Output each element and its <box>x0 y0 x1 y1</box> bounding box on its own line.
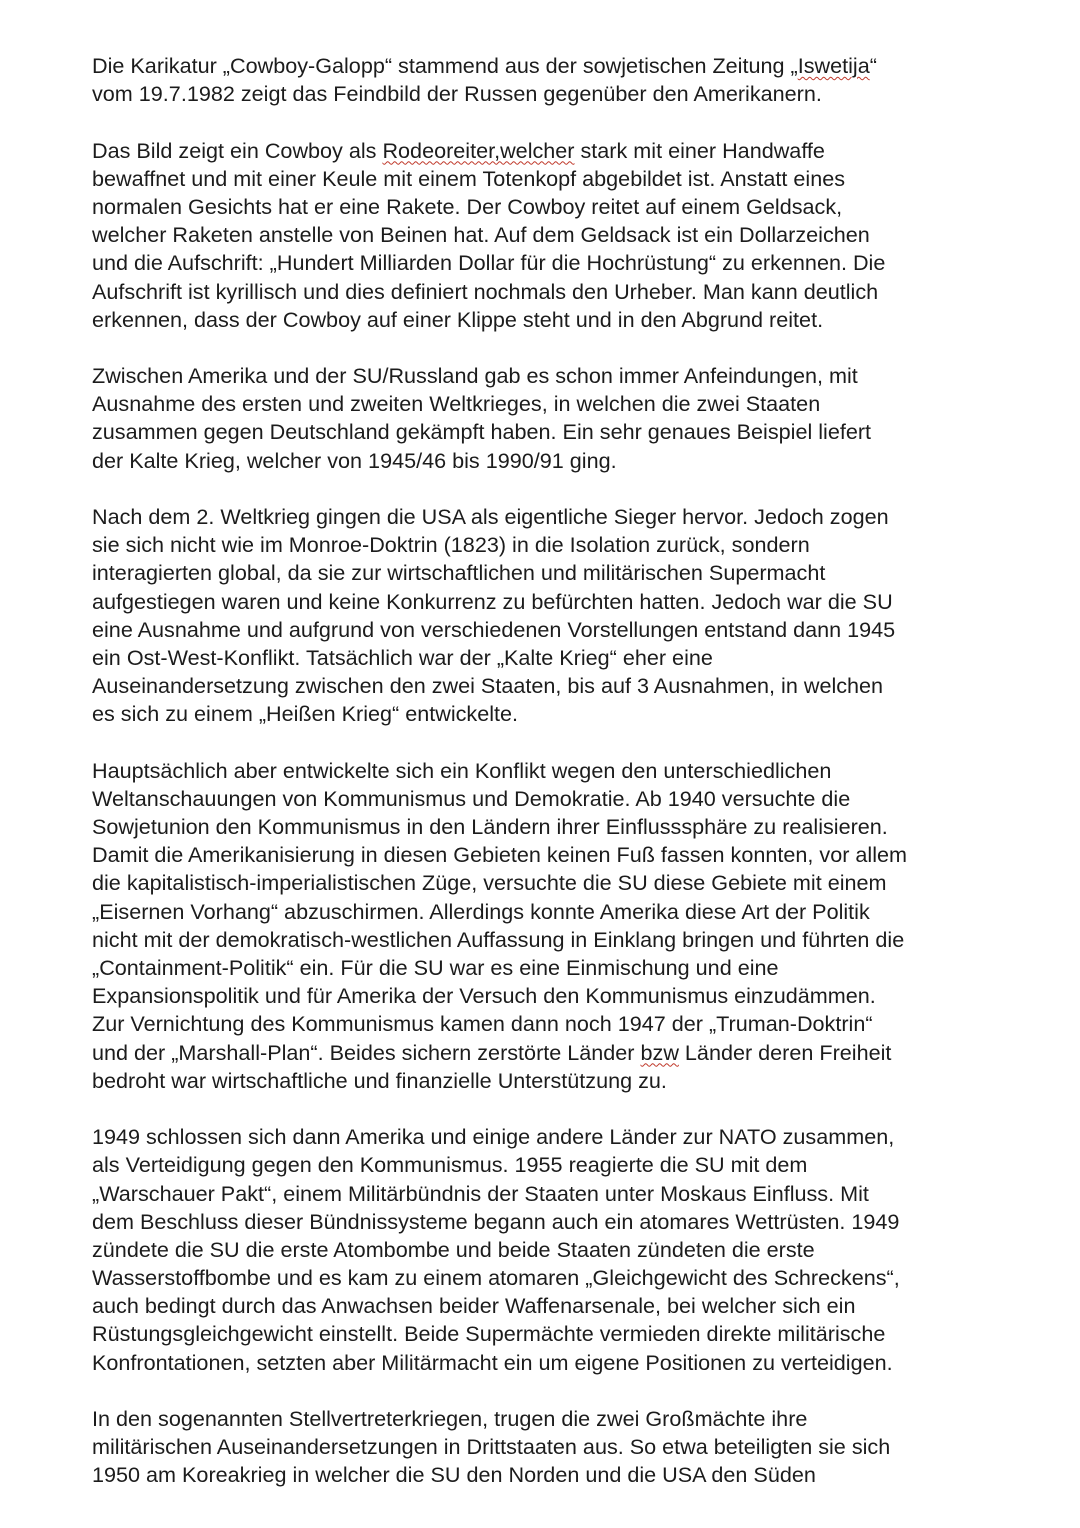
text-line: Konfrontationen, setzten aber Militärmacht ein um eigene Positionen zu verteidigen. <box>92 1349 893 1375</box>
paragraph-intro <box>92 52 1040 108</box>
text-line: Aufschrift ist kyrillisch und dies definiert nochmals den Urheber. Man kann deutlich <box>92 278 879 304</box>
text-line: Sowjetunion den Kommunismus in den Ländern ihrer Einflusssphäre zu realisieren. <box>92 814 888 840</box>
text-line: interagierten global, da sie zur wirtschaftlichen und militärischen Supermacht <box>92 560 826 586</box>
text-line: Ausnahme des ersten und zweiten Weltkrieges, in welchen die zwei Staaten <box>92 391 821 417</box>
spellcheck-word: bzw <box>640 1039 679 1065</box>
text-line: welcher Raketen anstelle von Beinen hat. Auf dem Geldsack ist ein Dollarzeichen <box>92 222 870 248</box>
text-line: Zwischen Amerika und der SU/Russland gab es schon immer Anfeindungen, mit <box>92 363 858 389</box>
text-line: die kapitalistisch-imperialistischen Züge, versuchte die SU diese Gebiete mit einem <box>92 870 887 896</box>
text-line: „Eisernen Vorhang“ abzuschirmen. Allerdings konnte Amerika diese Art der Politik <box>92 898 870 924</box>
paragraph-proxy-wars <box>92 1405 1040 1490</box>
text-line: zündete die SU die erste Atombombe und beide Staaten zündeten die erste <box>92 1236 815 1262</box>
text-line: Zur Vernichtung des Kommunismus kamen dann noch 1947 der „Truman-Doktrin“ <box>92 1011 873 1037</box>
text-line: 1949 schlossen sich dann Amerika und einige andere Länder zur NATO zusammen, <box>92 1124 895 1150</box>
text-line: Auseinandersetzung zwischen den zwei Staaten, bis auf 3 Ausnahmen, in welchen <box>92 673 884 699</box>
text-line: In den sogenannten Stellvertreterkriegen, trugen die zwei Großmächte ihre <box>92 1406 808 1431</box>
text-line: „Containment-Politik“ ein. Für die SU war es eine Einmischung und eine <box>92 955 779 980</box>
text-line: und der „Marshall-Plan“. Beides sichern zerstörte Länder bzw Länder deren Freiheit <box>92 1039 892 1065</box>
text-line: dem Beschluss dieser Bündnissysteme begann auch ein atomares Wettrüsten. 1949 <box>92 1208 900 1234</box>
text-line: zusammen gegen Deutschland gekämpft haben. Ein sehr genaues Beispiel liefert <box>92 419 872 445</box>
text-line: Das Bild zeigt ein Cowboy als Rodeoreiter,welcher stark mit einer Handwaffe <box>92 137 825 163</box>
text-line: es sich zu einem „Heißen Krieg“ entwickelte. <box>92 701 519 727</box>
text-line: nicht mit der demokratisch-westlichen Auffassung in Einklang bringen und führten die <box>92 926 905 952</box>
text-line: 1950 am Koreakrieg in welcher die SU den Norden und die USA den Süden <box>92 1462 816 1488</box>
paragraph-background <box>92 362 1040 475</box>
text-line: eine Ausnahme und aufgrund von verschiedenen Vorstellungen entstand dann 1945 <box>92 616 896 642</box>
text-line: Hauptsächlich aber entwickelte sich ein Konflikt wegen den unterschiedlichen <box>92 757 832 783</box>
paragraph-image-description <box>92 137 1040 334</box>
paragraph-post-war <box>92 503 1040 729</box>
spellcheck-word: Iswetija <box>797 53 870 78</box>
text-line: „Warschauer Pakt“, einem Militärbündnis der Staaten unter Moskaus Einfluss. Mit <box>92 1180 869 1206</box>
text-line: der Kalte Krieg, welcher von 1945/46 bis 1990/91 ging. <box>92 447 617 473</box>
spellcheck-word: Rodeoreiter,welcher <box>382 137 575 163</box>
text-line: Die Karikatur „Cowboy-Galopp“ stammend aus der sowjetischen Zeitung „Iswetija“ <box>92 53 877 78</box>
text-line: normalen Gesichts hat er eine Rakete. Der Cowboy reitet auf einem Geldsack, <box>92 193 843 219</box>
text-line: militärischen Auseinandersetzungen in Drittstaaten aus. So etwa beteiligten sie sich <box>92 1434 891 1460</box>
text-line: erkennen, dass der Cowboy auf einer Klippe steht und in den Abgrund reitet. <box>92 306 824 332</box>
text-line: als Verteidigung gegen den Kommunismus. 1955 reagierte die SU mit dem <box>92 1152 808 1178</box>
text-line: ein Ost-West-Konflikt. Tatsächlich war der „Kalte Krieg“ eher eine <box>92 644 713 670</box>
text-line: bedroht war wirtschaftliche und finanzielle Unterstützung zu. <box>92 1067 667 1093</box>
text-line: Damit die Amerikanisierung in diesen Gebieten keinen Fuß fassen konnten, vor allem <box>92 842 907 868</box>
text-line: Nach dem 2. Weltkrieg gingen die USA als eigentliche Sieger hervor. Jedoch zogen <box>92 504 889 529</box>
text-line: Weltanschauungen von Kommunismus und Demokratie. Ab 1940 versuchte die <box>92 785 851 811</box>
text-line: Rüstungsgleichgewicht einstellt. Beide Supermächte vermieden direkte militärische <box>92 1321 886 1347</box>
text-line: und die Aufschrift: „Hundert Milliarden Dollar für die Hochrüstung“ zu erkennen. Die <box>92 250 886 276</box>
text-line: Wasserstoffbombe und es kam zu einem atomaren „Gleichgewicht des Schreckens“, <box>92 1265 900 1291</box>
paragraph-alliances <box>92 1123 1040 1377</box>
text-line: Expansionspolitik und für Amerika der Versuch den Kommunismus einzudämmen. <box>92 983 876 1009</box>
text-line: aufgestiegen waren und keine Konkurrenz zu befürchten hatten. Jedoch war die SU <box>92 588 893 614</box>
text-line: sie sich nicht wie im Monroe-Doktrin (1823) in die Isolation zurück, sondern <box>92 532 810 558</box>
text-line: auch bedingt durch das Anwachsen beider Waffenarsenale, bei welcher sich ein <box>92 1293 856 1319</box>
text-line: bewaffnet und mit einer Keule mit einem Totenkopf abgebildet ist. Anstatt eines <box>92 165 846 191</box>
text-line: vom 19.7.1982 zeigt das Feindbild der Russen gegenüber den Amerikanern. <box>92 81 822 107</box>
paragraph-ideologies <box>92 757 1040 1095</box>
